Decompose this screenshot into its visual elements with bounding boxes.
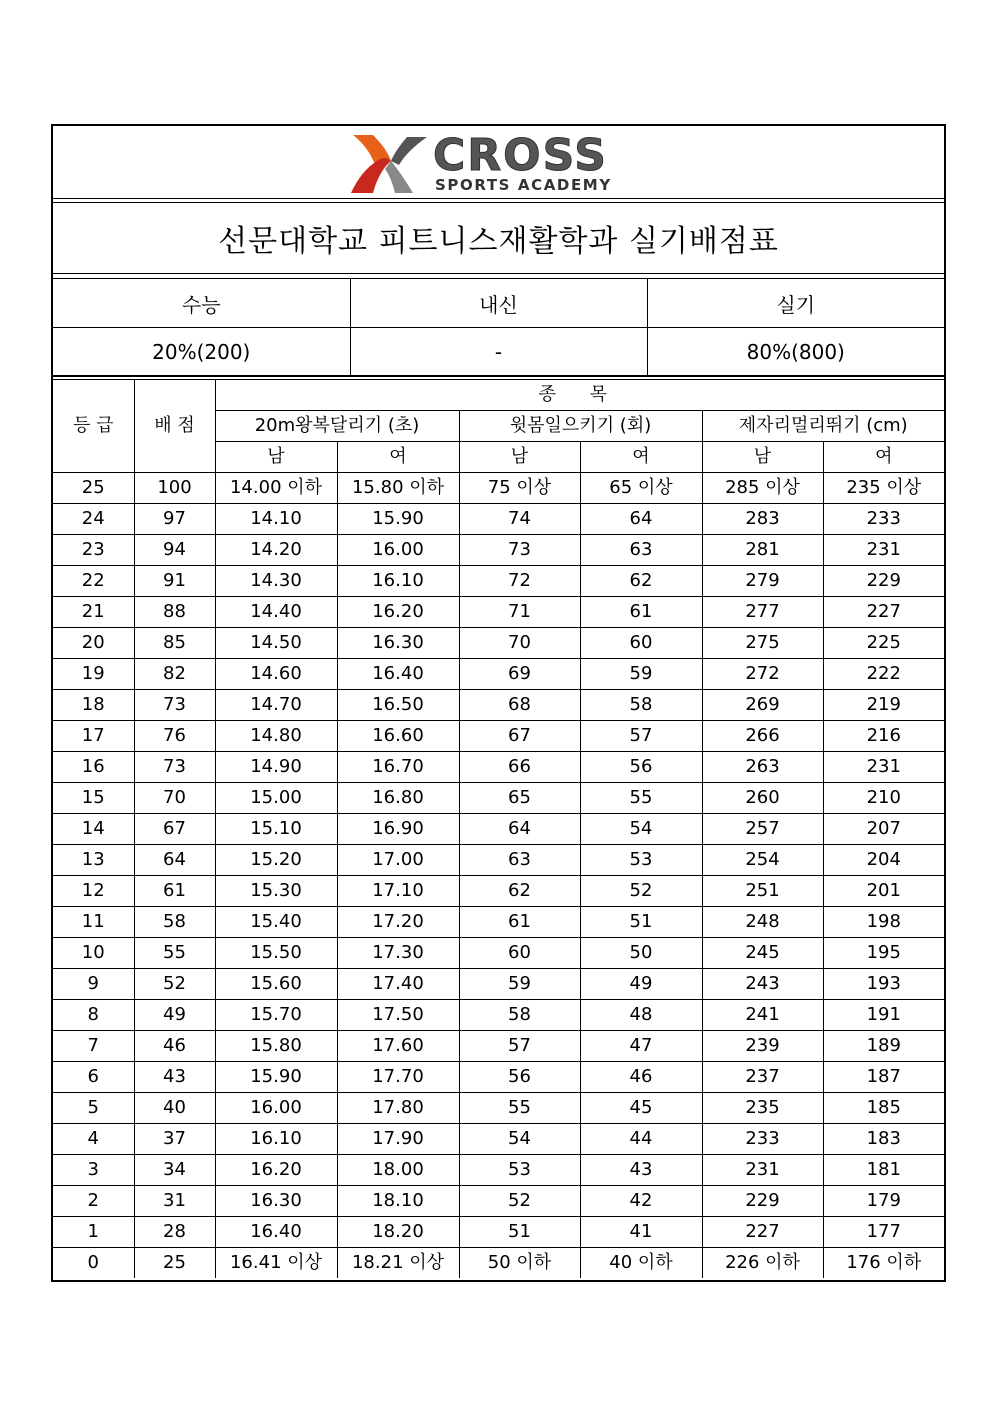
grade-cell: 23 — [53, 535, 134, 566]
jump-female-cell: 201 — [823, 876, 944, 907]
jump-female-cell: 222 — [823, 659, 944, 690]
jump-male-cell: 283 — [702, 504, 823, 535]
score-cell: 49 — [134, 1000, 215, 1031]
grade-cell: 5 — [53, 1093, 134, 1124]
ratio-table — [53, 278, 944, 377]
jump-male-cell: 263 — [702, 752, 823, 783]
event-shuttle-run: 20m왕복달리기 (초) — [215, 411, 459, 442]
shuttle-male-cell: 14.50 — [215, 628, 337, 659]
shuttle-female-cell: 17.80 — [337, 1093, 459, 1124]
jump-female-cell: 231 — [823, 752, 944, 783]
situp-female-cell: 56 — [580, 752, 702, 783]
situp-female-cell: 60 — [580, 628, 702, 659]
score-cell: 91 — [134, 566, 215, 597]
shuttle-female-cell: 17.50 — [337, 1000, 459, 1031]
shuttle-male-cell: 15.80 — [215, 1031, 337, 1062]
table-row — [53, 938, 944, 969]
jump-female-cell: 195 — [823, 938, 944, 969]
logo-subtitle: SPORTS ACADEMY — [435, 176, 612, 194]
table-row — [53, 1031, 944, 1062]
shuttle-male-cell: 15.10 — [215, 814, 337, 845]
situp-female-cell: 63 — [580, 535, 702, 566]
situp-male-cell: 50 이하 — [459, 1248, 580, 1279]
shuttle-female-cell: 16.90 — [337, 814, 459, 845]
score-cell: 31 — [134, 1186, 215, 1217]
situp-male-cell: 55 — [459, 1093, 580, 1124]
table-row — [53, 969, 944, 1000]
situp-female-cell: 47 — [580, 1031, 702, 1062]
ratio-header-naesin: 내신 — [350, 279, 647, 328]
event-long-jump: 제자리멀리뛰기 (cm) — [702, 411, 944, 442]
score-cell: 64 — [134, 845, 215, 876]
shuttle-male-cell: 14.90 — [215, 752, 337, 783]
table-row — [53, 845, 944, 876]
divider — [53, 375, 944, 376]
jump-male-cell: 248 — [702, 907, 823, 938]
event-sit-ups: 윗몸일으키기 (회) — [459, 411, 702, 442]
situp-male-cell: 58 — [459, 1000, 580, 1031]
jump-female-cell: 207 — [823, 814, 944, 845]
situp-male-cell: 69 — [459, 659, 580, 690]
shuttle-female-cell: 15.80 이하 — [337, 473, 459, 504]
table-row — [53, 814, 944, 845]
jump-male-cell: 266 — [702, 721, 823, 752]
situp-female-cell: 51 — [580, 907, 702, 938]
score-cell: 85 — [134, 628, 215, 659]
shuttle-female-cell: 16.50 — [337, 690, 459, 721]
shuttle-male-cell: 15.20 — [215, 845, 337, 876]
table-row — [53, 504, 944, 535]
jump-female-cell: 183 — [823, 1124, 944, 1155]
shuttle-female-cell: 16.60 — [337, 721, 459, 752]
grade-cell: 7 — [53, 1031, 134, 1062]
shuttle-male-cell: 15.70 — [215, 1000, 337, 1031]
situp-female-cell: 52 — [580, 876, 702, 907]
grade-cell: 20 — [53, 628, 134, 659]
table-row — [53, 752, 944, 783]
situp-male-cell: 59 — [459, 969, 580, 1000]
ratio-value-naesin: - — [350, 328, 647, 377]
situp-female-cell: 62 — [580, 566, 702, 597]
situp-male-cell: 60 — [459, 938, 580, 969]
situp-male-cell: 65 — [459, 783, 580, 814]
shuttle-female-cell: 17.10 — [337, 876, 459, 907]
situp-female-cell: 41 — [580, 1217, 702, 1248]
jump-male-cell: 231 — [702, 1155, 823, 1186]
jump-male-cell: 257 — [702, 814, 823, 845]
score-cell: 100 — [134, 473, 215, 504]
score-cell: 37 — [134, 1124, 215, 1155]
gender-female: 여 — [823, 442, 944, 473]
score-cell: 40 — [134, 1093, 215, 1124]
grade-cell: 13 — [53, 845, 134, 876]
situp-male-cell: 70 — [459, 628, 580, 659]
shuttle-female-cell: 16.10 — [337, 566, 459, 597]
grade-cell: 21 — [53, 597, 134, 628]
score-cell: 52 — [134, 969, 215, 1000]
shuttle-female-cell: 18.10 — [337, 1186, 459, 1217]
situp-male-cell: 71 — [459, 597, 580, 628]
situp-female-cell: 57 — [580, 721, 702, 752]
table-row — [53, 597, 944, 628]
jump-female-cell: 189 — [823, 1031, 944, 1062]
jump-female-cell: 204 — [823, 845, 944, 876]
table-row — [53, 1155, 944, 1186]
divider — [53, 198, 944, 199]
table-row — [53, 1186, 944, 1217]
jump-male-cell: 277 — [702, 597, 823, 628]
shuttle-female-cell: 16.00 — [337, 535, 459, 566]
jump-female-cell: 216 — [823, 721, 944, 752]
situp-female-cell: 65 이상 — [580, 473, 702, 504]
events-header: 종 목 — [215, 380, 944, 411]
shuttle-female-cell: 16.20 — [337, 597, 459, 628]
ratio-header-row — [53, 279, 944, 328]
shuttle-female-cell: 17.20 — [337, 907, 459, 938]
table-row — [53, 659, 944, 690]
jump-female-cell: 225 — [823, 628, 944, 659]
jump-female-cell: 176 이하 — [823, 1248, 944, 1279]
jump-female-cell: 210 — [823, 783, 944, 814]
shuttle-male-cell: 15.60 — [215, 969, 337, 1000]
jump-female-cell: 187 — [823, 1062, 944, 1093]
shuttle-female-cell: 18.21 이상 — [337, 1248, 459, 1279]
table-row — [53, 1217, 944, 1248]
jump-female-cell: 227 — [823, 597, 944, 628]
situp-male-cell: 54 — [459, 1124, 580, 1155]
shuttle-male-cell: 15.90 — [215, 1062, 337, 1093]
ratio-value-silgi: 80%(800) — [647, 328, 944, 377]
shuttle-male-cell: 16.30 — [215, 1186, 337, 1217]
jump-male-cell: 260 — [702, 783, 823, 814]
score-cell: 94 — [134, 535, 215, 566]
situp-female-cell: 50 — [580, 938, 702, 969]
shuttle-female-cell: 16.30 — [337, 628, 459, 659]
shuttle-male-cell: 14.70 — [215, 690, 337, 721]
situp-female-cell: 46 — [580, 1062, 702, 1093]
grade-cell: 10 — [53, 938, 134, 969]
situp-male-cell: 64 — [459, 814, 580, 845]
shuttle-male-cell: 14.00 이하 — [215, 473, 337, 504]
ratio-header-suneung: 수능 — [53, 279, 350, 328]
jump-male-cell: 269 — [702, 690, 823, 721]
page-title: 선문대학교 피트니스재활학과 실기배점표 — [218, 224, 779, 259]
jump-female-cell: 193 — [823, 969, 944, 1000]
score-header: 배 점 — [134, 380, 215, 473]
grade-cell: 1 — [53, 1217, 134, 1248]
score-cell: 76 — [134, 721, 215, 752]
shuttle-male-cell: 14.10 — [215, 504, 337, 535]
gender-male: 남 — [702, 442, 823, 473]
gender-female: 여 — [337, 442, 459, 473]
logo-row — [53, 126, 944, 198]
jump-male-cell: 241 — [702, 1000, 823, 1031]
shuttle-female-cell: 17.90 — [337, 1124, 459, 1155]
jump-female-cell: 191 — [823, 1000, 944, 1031]
grade-header: 등 급 — [53, 380, 134, 473]
score-cell: 25 — [134, 1248, 215, 1279]
shuttle-female-cell: 17.40 — [337, 969, 459, 1000]
situp-female-cell: 43 — [580, 1155, 702, 1186]
jump-female-cell: 185 — [823, 1093, 944, 1124]
situp-male-cell: 63 — [459, 845, 580, 876]
situp-male-cell: 68 — [459, 690, 580, 721]
jump-female-cell: 198 — [823, 907, 944, 938]
table-row — [53, 721, 944, 752]
jump-male-cell: 272 — [702, 659, 823, 690]
table-row — [53, 628, 944, 659]
grade-cell: 16 — [53, 752, 134, 783]
shuttle-female-cell: 17.70 — [337, 1062, 459, 1093]
shuttle-male-cell: 16.00 — [215, 1093, 337, 1124]
jump-male-cell: 275 — [702, 628, 823, 659]
situp-male-cell: 72 — [459, 566, 580, 597]
ratio-value-suneung: 20%(200) — [53, 328, 350, 377]
table-row — [53, 1000, 944, 1031]
jump-male-cell: 285 이상 — [702, 473, 823, 504]
situp-male-cell: 67 — [459, 721, 580, 752]
jump-male-cell: 281 — [702, 535, 823, 566]
score-cell: 34 — [134, 1155, 215, 1186]
shuttle-male-cell: 16.10 — [215, 1124, 337, 1155]
shuttle-female-cell: 17.60 — [337, 1031, 459, 1062]
situp-male-cell: 57 — [459, 1031, 580, 1062]
score-cell: 28 — [134, 1217, 215, 1248]
table-row — [53, 1093, 944, 1124]
jump-male-cell: 245 — [702, 938, 823, 969]
situp-male-cell: 53 — [459, 1155, 580, 1186]
situp-female-cell: 61 — [580, 597, 702, 628]
grade-cell: 14 — [53, 814, 134, 845]
table-row — [53, 1248, 944, 1279]
table-row — [53, 1124, 944, 1155]
shuttle-male-cell: 14.30 — [215, 566, 337, 597]
jump-female-cell: 181 — [823, 1155, 944, 1186]
score-cell: 61 — [134, 876, 215, 907]
cross-x-mark-icon — [351, 131, 431, 195]
shuttle-female-cell: 17.00 — [337, 845, 459, 876]
grade-cell: 0 — [53, 1248, 134, 1279]
grade-cell: 22 — [53, 566, 134, 597]
situp-female-cell: 49 — [580, 969, 702, 1000]
table-row — [53, 473, 944, 504]
shuttle-female-cell: 16.40 — [337, 659, 459, 690]
score-cell: 70 — [134, 783, 215, 814]
grade-cell: 18 — [53, 690, 134, 721]
table-row — [53, 566, 944, 597]
table-row — [53, 907, 944, 938]
shuttle-male-cell: 16.20 — [215, 1155, 337, 1186]
grade-cell: 6 — [53, 1062, 134, 1093]
shuttle-male-cell: 16.40 — [215, 1217, 337, 1248]
table-row — [53, 690, 944, 721]
shuttle-male-cell: 15.30 — [215, 876, 337, 907]
jump-male-cell: 233 — [702, 1124, 823, 1155]
table-row — [53, 876, 944, 907]
situp-male-cell: 62 — [459, 876, 580, 907]
document-frame — [51, 124, 946, 1282]
cross-logo — [351, 131, 641, 195]
score-cell: 67 — [134, 814, 215, 845]
table-row — [53, 783, 944, 814]
grade-cell: 24 — [53, 504, 134, 535]
situp-female-cell: 45 — [580, 1093, 702, 1124]
situp-female-cell: 58 — [580, 690, 702, 721]
jump-female-cell: 231 — [823, 535, 944, 566]
jump-male-cell: 239 — [702, 1031, 823, 1062]
shuttle-female-cell: 18.00 — [337, 1155, 459, 1186]
shuttle-male-cell: 15.40 — [215, 907, 337, 938]
shuttle-male-cell: 14.40 — [215, 597, 337, 628]
grade-cell: 12 — [53, 876, 134, 907]
situp-male-cell: 51 — [459, 1217, 580, 1248]
situp-female-cell: 59 — [580, 659, 702, 690]
shuttle-male-cell: 16.41 이상 — [215, 1248, 337, 1279]
score-table — [53, 379, 944, 1278]
jump-male-cell: 254 — [702, 845, 823, 876]
jump-female-cell: 177 — [823, 1217, 944, 1248]
situp-female-cell: 54 — [580, 814, 702, 845]
jump-male-cell: 227 — [702, 1217, 823, 1248]
jump-female-cell: 235 이상 — [823, 473, 944, 504]
grade-cell: 19 — [53, 659, 134, 690]
jump-female-cell: 219 — [823, 690, 944, 721]
situp-male-cell: 66 — [459, 752, 580, 783]
jump-male-cell: 235 — [702, 1093, 823, 1124]
gender-male: 남 — [215, 442, 337, 473]
score-cell: 58 — [134, 907, 215, 938]
score-cell: 97 — [134, 504, 215, 535]
score-cell: 55 — [134, 938, 215, 969]
score-cell: 88 — [134, 597, 215, 628]
logo-word: CROSS — [433, 130, 608, 181]
situp-male-cell: 75 이상 — [459, 473, 580, 504]
grade-cell: 25 — [53, 473, 134, 504]
grade-cell: 9 — [53, 969, 134, 1000]
jump-male-cell: 243 — [702, 969, 823, 1000]
shuttle-female-cell: 17.30 — [337, 938, 459, 969]
ratio-header-silgi: 실기 — [647, 279, 944, 328]
jump-female-cell: 179 — [823, 1186, 944, 1217]
situp-female-cell: 40 이하 — [580, 1248, 702, 1279]
title-row — [53, 202, 944, 274]
grade-cell: 8 — [53, 1000, 134, 1031]
shuttle-female-cell: 18.20 — [337, 1217, 459, 1248]
score-cell: 73 — [134, 690, 215, 721]
situp-female-cell: 42 — [580, 1186, 702, 1217]
grade-cell: 11 — [53, 907, 134, 938]
jump-male-cell: 251 — [702, 876, 823, 907]
situp-male-cell: 73 — [459, 535, 580, 566]
shuttle-male-cell: 15.00 — [215, 783, 337, 814]
score-cell: 73 — [134, 752, 215, 783]
situp-male-cell: 61 — [459, 907, 580, 938]
gender-male: 남 — [459, 442, 580, 473]
situp-female-cell: 55 — [580, 783, 702, 814]
situp-female-cell: 48 — [580, 1000, 702, 1031]
shuttle-male-cell: 14.80 — [215, 721, 337, 752]
grade-cell: 17 — [53, 721, 134, 752]
table-row — [53, 535, 944, 566]
situp-female-cell: 53 — [580, 845, 702, 876]
shuttle-male-cell: 14.60 — [215, 659, 337, 690]
ratio-value-row — [53, 328, 944, 377]
jump-male-cell: 279 — [702, 566, 823, 597]
jump-female-cell: 233 — [823, 504, 944, 535]
shuttle-female-cell: 16.80 — [337, 783, 459, 814]
jump-male-cell: 229 — [702, 1186, 823, 1217]
table-row — [53, 1062, 944, 1093]
shuttle-female-cell: 15.90 — [337, 504, 459, 535]
situp-male-cell: 56 — [459, 1062, 580, 1093]
grade-cell: 3 — [53, 1155, 134, 1186]
grade-cell: 4 — [53, 1124, 134, 1155]
situp-male-cell: 52 — [459, 1186, 580, 1217]
situp-male-cell: 74 — [459, 504, 580, 535]
score-cell: 43 — [134, 1062, 215, 1093]
jump-male-cell: 237 — [702, 1062, 823, 1093]
situp-female-cell: 64 — [580, 504, 702, 535]
gender-female: 여 — [580, 442, 702, 473]
shuttle-female-cell: 16.70 — [337, 752, 459, 783]
grade-cell: 15 — [53, 783, 134, 814]
score-cell: 82 — [134, 659, 215, 690]
situp-female-cell: 44 — [580, 1124, 702, 1155]
grade-cell: 2 — [53, 1186, 134, 1217]
jump-female-cell: 229 — [823, 566, 944, 597]
events-title-row — [53, 380, 944, 411]
jump-male-cell: 226 이하 — [702, 1248, 823, 1279]
score-cell: 46 — [134, 1031, 215, 1062]
shuttle-male-cell: 14.20 — [215, 535, 337, 566]
shuttle-male-cell: 15.50 — [215, 938, 337, 969]
